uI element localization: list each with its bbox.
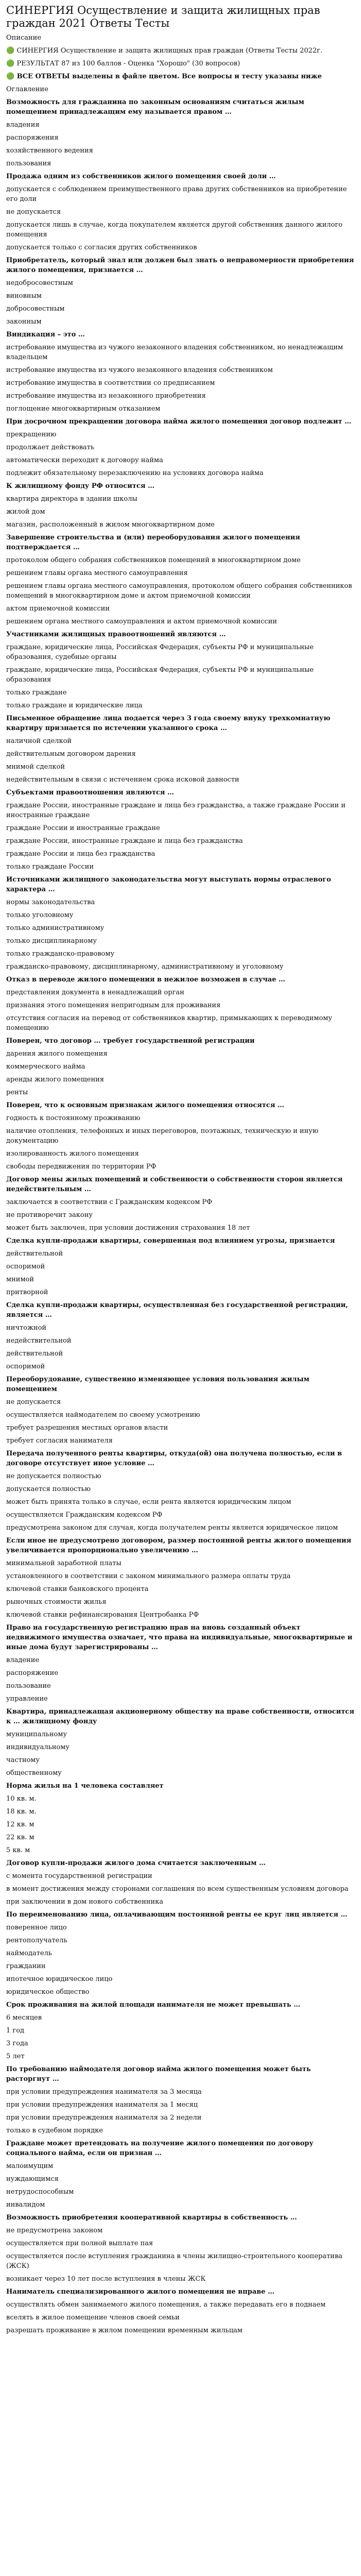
- answer-option: распоряжения: [6, 134, 59, 142]
- answer-option: недействительным в связи с истечением срока исковой давности: [6, 776, 239, 784]
- answer-option: может быть заключен, при условии достижения страхования 18 лет: [6, 1224, 250, 1232]
- answer-option: допускается с соблюдением преимущественного права других собственников на приобретение его доли: [6, 185, 347, 203]
- question-text: Возможность для гражданина по законным основаниям считаться жилым помещением принадлежащим ему называется правом …: [6, 98, 304, 116]
- answer-option: распоряжение: [6, 1669, 59, 1677]
- answer-option: может быть принята только в случае, если рента является юридическим лицом: [6, 1498, 291, 1506]
- answer-option: граждане России и иностранные граждане: [6, 824, 160, 832]
- answer-option: автоматически переходит к договору найма: [6, 456, 163, 464]
- answer-option: пользование: [6, 1682, 51, 1690]
- answer-option: только граждане России: [6, 863, 94, 871]
- answer-option: действительной: [6, 1350, 63, 1358]
- answer-option: подлежит обязательному перезаключению на условиях договора найма: [6, 469, 264, 477]
- answer-option: нетрудоспособным: [6, 2188, 74, 2196]
- answer-option: дарения жилого помещения: [6, 1050, 108, 1058]
- answer-option: установленного в соответствии с законом минимального размера оплаты труда: [6, 1572, 291, 1580]
- answer-option: заключается в соответствии с Гражданским кодексом РФ: [6, 1198, 212, 1206]
- question-text: Письменное обращение лица подается через 3 года своему внуку трехкомнатную квартиру признается по истечении указанного срока …: [6, 715, 331, 732]
- description-line: 🟢 СИНЕРГИЯ Осуществление и защита жилищных прав граждан (Ответы Тесты 2022г.: [6, 47, 323, 55]
- answer-option: наличие отопления, телефонных и иных переговоров, поэтажных, техническую и иную документацию: [6, 1127, 319, 1145]
- answer-option: истребование имущества в соответствии со предписанием: [6, 379, 215, 387]
- answer-option: изолированность жилого помещения: [6, 1150, 139, 1158]
- answer-option: 1 год: [6, 2027, 25, 2035]
- question-list: [6, 97, 355, 2335]
- answer-option: предусмотрена законом для случая, когда получателем ренты является юридическое лицом: [6, 1524, 338, 1532]
- answer-option: мнимой: [6, 1276, 35, 1283]
- answer-option: нормы законодательства: [6, 899, 95, 906]
- answer-option: недействительной: [6, 1337, 72, 1345]
- document-meta: [6, 33, 355, 94]
- answer-option: истребование имущества из чужого незаконного владения собственником: [6, 366, 273, 374]
- question-text: Продажа одним из собственников жилого помещения своей доли …: [6, 173, 276, 180]
- answer-option: не допускается: [6, 208, 61, 216]
- answer-option: гражданин: [6, 1962, 46, 1970]
- answer-option: минимальной заработной платы: [6, 1560, 122, 1567]
- answer-option: истребование имущества из незаконного приобретения: [6, 392, 206, 400]
- description-line: 🟢 РЕЗУЛЬТАТ 87 из 100 баллов - Оценка "Хорошо" (30 вопросов): [6, 60, 240, 67]
- answer-option: свободы передвижения по территории РФ: [6, 1163, 157, 1171]
- answer-option: допускается полностью: [6, 1485, 91, 1493]
- answer-option: владение: [6, 1656, 40, 1664]
- question-text: Сделка купли-продажи квартиры, совершенная под влиянием угрозы, признается: [6, 1237, 335, 1245]
- question-text: Сделка купли-продажи квартиры, осуществленная без государственной регистрации, является …: [6, 1301, 348, 1319]
- answer-option: с момента государственной регистрации: [6, 1872, 152, 1880]
- question-text: Договор мены жилых помещений и собственности о собственности сторон является недействительным …: [6, 1176, 343, 1193]
- answer-option: при условии предупреждения нанимателя за 1 месяц: [6, 2101, 198, 2109]
- answer-option: осуществлять обмен занимаемого жилого помещения, а также передавать его в поднаем: [6, 2301, 326, 2309]
- answer-option: истребование имущества из чужого незаконного владения собственником, но ненадлежащим владельцем: [6, 344, 343, 361]
- question-text: Срок проживания на жилой площади нанимателя не может превышать …: [6, 2001, 301, 2009]
- answer-option: рыночных стоимости жилья: [6, 1598, 107, 1606]
- answer-option: 3 года: [6, 2040, 28, 2047]
- question-text: По переименованию лица, оплачивающим постоянной ренты ее круг лиц является …: [6, 1911, 348, 1919]
- answer-option: владения: [6, 121, 40, 129]
- answer-option: не предусмотрена законом: [6, 2227, 103, 2234]
- answer-option: только уголовному: [6, 911, 74, 919]
- answer-option: наличной сделкой: [6, 737, 72, 745]
- answer-option: коммерческого найма: [6, 1063, 85, 1071]
- answer-option: отсутствия согласия на перевод от собственников квартир, примыкающих к переводимому помещению: [6, 1014, 332, 1032]
- answer-option: действительным договором дарения: [6, 750, 136, 758]
- question-text: По требованию наймодателя договор найма жилого помещения может быть расторгнут …: [6, 2065, 311, 2083]
- answer-option: поверенное лицо: [6, 1924, 67, 1931]
- description-line: 🟢 ВСЕ ОТВЕТЫ выделены в файле цветом. Все вопросы и тесту указаны ниже: [6, 73, 322, 80]
- answer-option: оспоримой: [6, 1263, 45, 1270]
- answer-option: рентополучатель: [6, 1937, 67, 1944]
- answer-option: управление: [6, 1695, 48, 1703]
- answer-option: осуществляется наймодателем по своему усмотрению: [6, 1411, 200, 1419]
- question-text: Квартира, принадлежащая акционерному обществу на праве собственности, относится к … жилищному фонду: [6, 1708, 354, 1725]
- answer-option: решением главы органа местного самоуправления: [6, 569, 188, 577]
- question-text: Передача полученного ренты квартиры, откуда(ой) она получена полностью, если в договоре отсутствует иное условие …: [6, 1450, 342, 1467]
- answer-option: мнимой сделкой: [6, 763, 65, 771]
- answer-option: ренты: [6, 1089, 28, 1096]
- answer-option: индивидуальному: [6, 1743, 70, 1751]
- answer-option: жилой дом: [6, 508, 45, 516]
- answer-option: ключевой ставки банковского процента: [6, 1585, 149, 1593]
- question-text: Договор купли-продажи жилого дома считается заключенным …: [6, 1859, 266, 1867]
- answer-option: граждане России, иностранные граждане и лица без гражданства, а также граждане России и иностранные граждане: [6, 802, 346, 819]
- answer-option: ничтожной: [6, 1324, 47, 1332]
- answer-option: представления документа в ненадлежащий орган: [6, 989, 184, 996]
- answer-option: недобросовестным: [6, 279, 73, 287]
- answer-option: разрешать проживание в жилом помещении временным жильцам: [6, 2327, 243, 2334]
- answer-option: осуществляется при полной выплате пая: [6, 2240, 153, 2247]
- answer-option: не допускается полностью: [6, 1472, 101, 1480]
- answer-option: прекращению: [6, 431, 57, 438]
- answer-option: 22 кв. м: [6, 1834, 35, 1841]
- answer-option: только граждане и юридические лица: [6, 702, 143, 709]
- answer-option: малоимущим: [6, 2162, 54, 2170]
- answer-option: инвалидом: [6, 2201, 45, 2209]
- answer-option: поглощение многоквартирным отказанием: [6, 405, 161, 413]
- answer-option: вселять в жилое помещение членов своей семьи: [6, 2314, 180, 2321]
- answer-option: решением главы органа местного самоуправления, протоколом общего собрания собственников помещений в многоквартирном доме и актом приемочной комиссии: [6, 582, 352, 600]
- answer-option: законным: [6, 318, 42, 326]
- question-text: Возможность приобретения кооперативной квартиры в собственность …: [6, 2214, 297, 2222]
- question-text: Переоборудование, существенно изменяющее условия пользования жилым помещением: [6, 1376, 310, 1393]
- answer-option: 10 кв. м.: [6, 1795, 37, 1803]
- answer-option: муниципальному: [6, 1731, 67, 1738]
- description-line: Описание: [6, 34, 42, 42]
- answer-option: действительной: [6, 1250, 63, 1258]
- answer-option: оспоримой: [6, 1363, 45, 1370]
- question-text: К жилищному фонду РФ относится …: [6, 482, 154, 490]
- answer-option: не противоречит закону: [6, 1211, 93, 1219]
- answer-option: аренды жилого помещения: [6, 1076, 104, 1083]
- answer-option: требует согласия нанимателя: [6, 1437, 113, 1445]
- answer-option: хозяйственного ведения: [6, 147, 93, 155]
- answer-option: 6 месяцев: [6, 2014, 42, 2022]
- answer-option: при условии предупреждения нанимателя за 3 месяца: [6, 2088, 202, 2096]
- answer-option: только административному: [6, 924, 105, 932]
- answer-option: гражданско-правовому, дисциплинарному, административному и уголовному: [6, 963, 284, 971]
- answer-option: граждане России и лица без гражданства: [6, 850, 156, 858]
- answer-option: возникает через 10 лет после вступления в члены ЖСК: [6, 2275, 206, 2283]
- answer-option: 5 кв. м: [6, 1846, 30, 1854]
- answer-option: виновным: [6, 292, 42, 300]
- answer-option: при заключении в дом нового собственника: [6, 1898, 163, 1906]
- answer-option: требует разрешения местных органов власти: [6, 1424, 168, 1432]
- answer-option: осуществляется Гражданским кодексом РФ: [6, 1511, 163, 1519]
- answer-option: пользования: [6, 160, 51, 167]
- answer-option: 12 кв. м: [6, 1821, 35, 1828]
- answer-option: продолжает действовать: [6, 444, 94, 451]
- answer-option: наймодатель: [6, 1950, 52, 1957]
- answer-option: не допускается: [6, 1398, 61, 1406]
- question-text: Отказ в переводе жилого помещения в нежилое возможен в случае …: [6, 976, 285, 984]
- answer-option: юридическое общество: [6, 1988, 90, 1996]
- question-text: Участниками жилищных правоотношений являются …: [6, 631, 226, 638]
- question-text: Граждане может претендовать на получение жилого помещения по договору социального найма, если он признан …: [6, 2140, 314, 2157]
- answer-option: граждане, юридические лица, Российская Федерация, субъекты РФ и муниципальные образования: [6, 666, 314, 684]
- answer-option: протоколом общего собрания собственников помещений в многоквартирном доме: [6, 556, 301, 564]
- answer-option: ключевой ставки рефинансирования Центробанка РФ: [6, 1611, 199, 1619]
- answer-option: 5 лет: [6, 2053, 25, 2060]
- question-text: Норма жилья на 1 человека составляет: [6, 1782, 164, 1790]
- table-of-contents-label: Оглавление: [6, 86, 48, 93]
- answer-option: граждане России, иностранные граждане и лица без гражданства: [6, 837, 243, 845]
- question-text: При досрочном прекращении договора найма жилого помещения договор подлежит …: [6, 418, 352, 426]
- answer-option: притворной: [6, 1289, 48, 1296]
- answer-option: квартира директора в здании школы: [6, 495, 137, 503]
- answer-option: граждане, юридические лица, Российская Федерация, субъекты РФ и муниципальные образования, судебные органы: [6, 643, 314, 661]
- question-text: Приобретатель, который знал или должен был знать о неправомерности приобретения жилого помещения, признается …: [6, 257, 354, 274]
- answer-option: осуществляется после вступления гражданина в члены жилищно-строительного кооператива (ЖСК): [6, 2252, 342, 2270]
- answer-option: актом приемочной комиссии: [6, 605, 110, 613]
- answer-option: добросовестным: [6, 305, 65, 313]
- answer-option: только в судебном порядке: [6, 2127, 103, 2134]
- answer-option: нуждающимся: [6, 2175, 59, 2183]
- answer-option: годность к постоянному проживанию: [6, 1114, 141, 1122]
- answer-option: допускается лишь в случае, когда покупателем является другой собственник данного жилого помещения: [6, 221, 342, 239]
- answer-option: общественному: [6, 1769, 62, 1777]
- answer-option: ипотечное юридическое лицо: [6, 1975, 113, 1983]
- question-text: Если иное не предусмотрено договором, размер постоянной ренты жилого помещения увеличивается пропорционально увеличению …: [6, 1537, 352, 1554]
- question-text: Наниматель специализированного жилого помещения не вправе …: [6, 2288, 274, 2296]
- question-text: Источниками жилищного законодательства могут выступать нормы отраслевого характера …: [6, 876, 331, 893]
- answer-option: в момент достижения между сторонами соглашения по всем существенным условиям договора: [6, 1885, 349, 1893]
- answer-option: допускается только с согласия других собственников: [6, 244, 197, 251]
- question-text: Поверен, что договор … требует государственной регистрации: [6, 1037, 255, 1045]
- question-text: Поверен, что к основным признакам жилого помещения относятся …: [6, 1101, 284, 1109]
- answer-option: частному: [6, 1756, 40, 1764]
- answer-option: только дисциплинарному: [6, 937, 97, 945]
- answer-option: решением органа местного самоуправления и актом приемочной комиссии: [6, 618, 277, 625]
- answer-option: 18 кв. м.: [6, 1808, 37, 1816]
- answer-option: признания этого помещения непригодным для проживания: [6, 1002, 221, 1009]
- question-text: Завершение строительства и (или) переоборудования жилого помещения подтверждается …: [6, 534, 300, 551]
- answer-option: при условии предупреждения нанимателя за 2 недели: [6, 2114, 202, 2122]
- answer-option: магазин, расположенный в жилом многоквартирном доме: [6, 521, 215, 529]
- question-text: Виндикация – это …: [6, 331, 85, 338]
- question-text: Право на государственную регистрацию прав на вновь созданный объект недвижимого имущества означает, что права на индивидуальные, многоквартирные и иные дома будут зарегистрированы …: [6, 1624, 353, 1651]
- document-title: СИНЕРГИЯ Осуществление и защита жилищных прав граждан 2021 Ответы Тесты: [6, 4, 320, 29]
- question-text: Субъектами правоотношения являются …: [6, 789, 174, 796]
- answer-option: только гражданско-правовому: [6, 950, 115, 958]
- answer-option: только граждане: [6, 689, 67, 697]
